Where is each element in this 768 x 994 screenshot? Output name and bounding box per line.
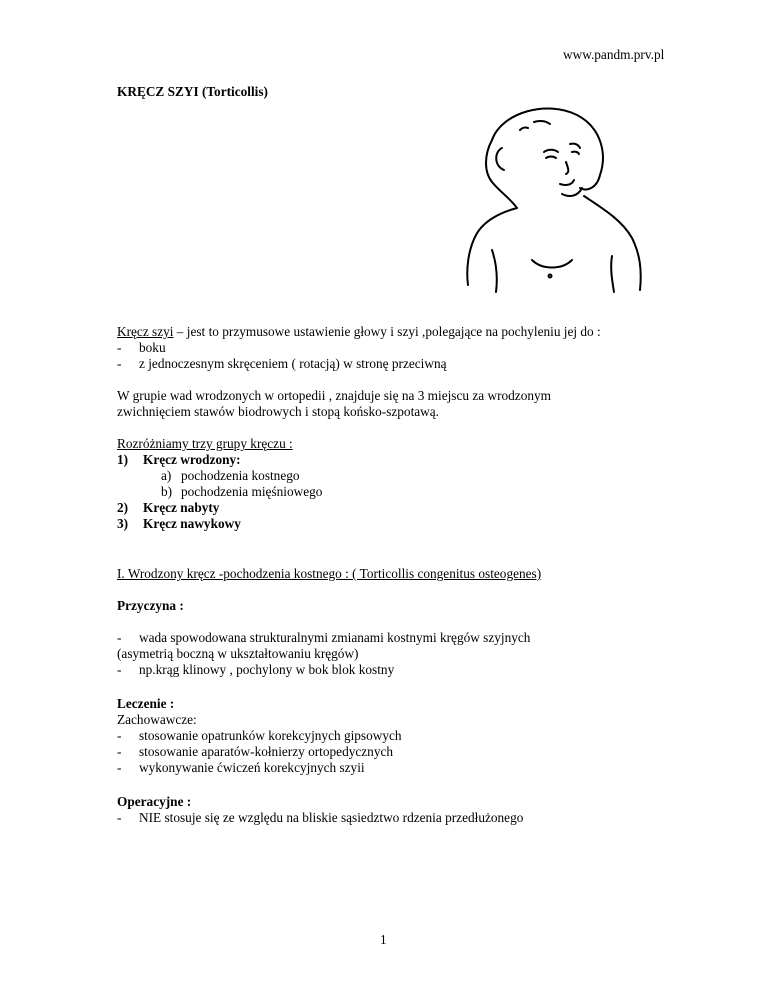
page-number: 1: [380, 932, 387, 947]
group-item: [117, 500, 219, 516]
bullet-dash: -: [117, 630, 122, 645]
page-title: KRĘCZ SZYI (Torticollis): [117, 84, 268, 99]
conservative-item-label: wykonywanie ćwiczeń korekcyjnych szyii: [139, 760, 365, 775]
subitem-label: pochodzenia mięśniowego: [181, 484, 323, 499]
definition-item-label: boku: [139, 340, 166, 355]
operative-item: [117, 810, 523, 826]
group-label: Kręcz wrodzony:: [143, 452, 241, 467]
bullet-dash: -: [117, 810, 122, 825]
definition-item: [117, 356, 447, 372]
head-left: [486, 140, 517, 208]
header-url: www.pandm.prv.pl: [563, 47, 665, 62]
section-heading: I. Wrodzony kręcz -pochodzenia kostnego : ( Torticollis congenitus osteogenes): [117, 566, 542, 581]
conservative-item: [117, 728, 402, 744]
definition-term: Kręcz szyi: [117, 324, 174, 339]
subitem-letter: a): [161, 468, 172, 483]
shoulder-left: [467, 208, 517, 285]
ear: [496, 148, 504, 170]
cause-text: wada spowodowana strukturalnymi zmianami kostnymi kręgów szyjnych: [139, 630, 531, 645]
definition-item-label: z jednoczesnym skręceniem ( rotacją) w stronę przeciwną: [139, 356, 447, 371]
cause-line: [117, 630, 530, 646]
bullet-dash: -: [117, 356, 122, 371]
definition-text: – jest to przymusowe ustawienie głowy i szyi ,polegające na pochyleniu jej do :: [173, 324, 601, 339]
bullet-dash: -: [117, 340, 122, 355]
torticollis-illustration: [462, 100, 652, 305]
head-outline: [492, 108, 603, 189]
subitem-label: pochodzenia kostnego: [181, 468, 300, 483]
cause-heading: Przyczyna :: [117, 598, 184, 613]
definition-line: [117, 324, 601, 340]
group-number: 1): [117, 452, 129, 467]
cause-line: [117, 662, 394, 678]
conservative-item: [117, 744, 393, 760]
conservative-label: Zachowawcze:: [117, 712, 197, 727]
operative-heading: Operacyjne :: [117, 794, 192, 809]
bullet-dash: -: [117, 728, 122, 743]
group-subitem: [161, 484, 322, 500]
conservative-item-label: stosowanie aparatów-kołnierzy ortopedycznych: [139, 744, 394, 759]
ranking-line: zwichnięciem stawów biodrowych i stopą końsko-szpotawą.: [117, 404, 440, 419]
bullet-dash: -: [117, 760, 122, 775]
cause-text: np.krąg klinowy , pochylony w bok blok kostny: [139, 662, 395, 677]
treatment-heading: Leczenie :: [117, 696, 175, 711]
groups-heading: Rozróżniamy trzy grupy kręczu :: [117, 436, 293, 451]
group-subitem: [161, 468, 300, 484]
ranking-line: W grupie wad wrodzonych w ortopedii , znajduje się na 3 miejscu za wrodzonym: [117, 388, 551, 403]
bullet-dash: -: [117, 744, 122, 759]
group-item: [117, 452, 241, 468]
conservative-item: [117, 760, 365, 776]
group-label: Kręcz nawykowy: [143, 516, 241, 531]
group-number: 3): [117, 516, 129, 531]
cause-line: (asymetrią boczną w ukształtowaniu kręgów): [117, 646, 359, 661]
operative-item-label: NIE stosuje się ze względu na bliskie sąsiedztwo rdzenia przedłużonego: [139, 810, 524, 825]
group-number: 2): [117, 500, 129, 515]
definition-item: [117, 340, 166, 356]
conservative-item-label: stosowanie opatrunków korekcyjnych gipsowych: [139, 728, 402, 743]
subitem-letter: b): [161, 484, 173, 499]
group-item: [117, 516, 241, 532]
bullet-dash: -: [117, 662, 122, 677]
group-label: Kręcz nabyty: [143, 500, 220, 515]
